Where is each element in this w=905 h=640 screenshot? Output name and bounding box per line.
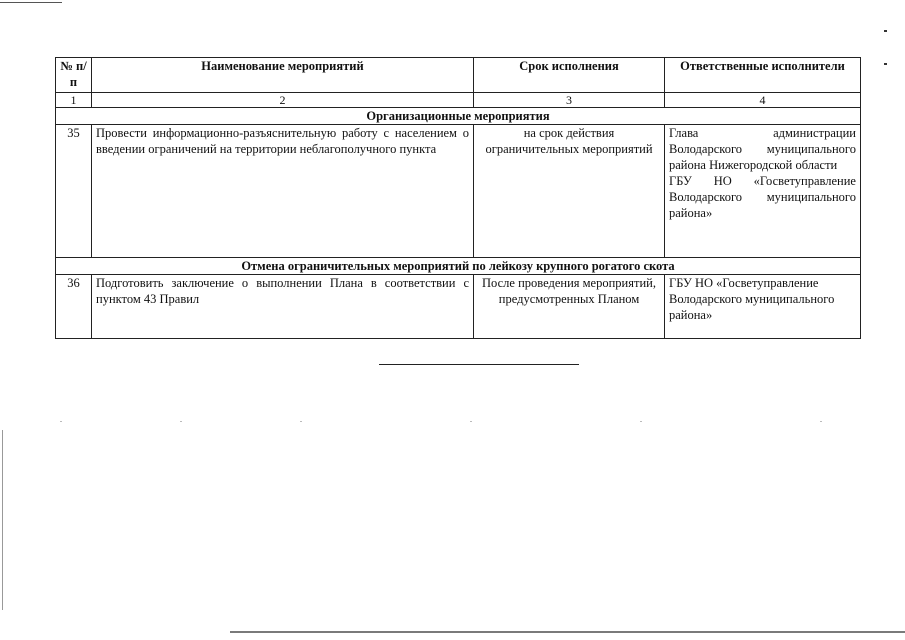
table-row [56,275,861,339]
header-deadline: Срок исполнения [474,58,665,93]
scan-artifact-dot [884,63,887,65]
scan-artifact-line [0,2,62,3]
activity-name: Подготовить заключение о выполнении Плана в соответствии с пунктом 43 Правил [92,275,474,339]
section-heading-row [56,258,861,275]
row-number: 35 [56,125,92,258]
row-number: 36 [56,275,92,339]
responsible-cell [665,275,861,339]
responsible-entry: ГБУ НО «Госветуправление Володарского муниципального района» [669,276,835,322]
header-number: № п/п [56,58,92,93]
scan-artifact-edge [230,631,905,633]
scan-artifact-edge [2,430,3,610]
table-row [56,125,861,258]
header-responsible: Ответственные исполнители [665,58,861,93]
scan-artifact-dot [884,30,887,32]
scan-artifact-dot [820,421,822,422]
scan-artifact-dot [640,421,642,422]
scan-artifact-dot [180,421,182,422]
plan-table [55,57,861,339]
scan-artifact-dot [300,421,302,422]
scan-artifact-dot [60,421,62,422]
column-number: 2 [92,93,474,108]
column-number-row [56,93,861,108]
scan-artifact-dot [470,421,472,422]
responsible-cell [665,125,861,258]
section-title: Отмена ограничительных мероприятий по лейкозу крупного рогатого скота [56,258,861,275]
table-header-row [56,58,861,93]
deadline: на срок действия ограничительных мероприятий [474,125,665,258]
responsible-entry: Глава администрации Володарского муниципального района Нижегородской области [669,126,856,172]
closing-rule-line [379,364,579,365]
section-title: Организационные мероприятия [56,108,861,125]
column-number: 3 [474,93,665,108]
column-number: 4 [665,93,861,108]
header-activity-name: Наименование мероприятий [92,58,474,93]
activity-name: Провести информационно-разъяснительную работу с населением о введении ограничений на территории неблагополучного пункта [92,125,474,258]
column-number: 1 [56,93,92,108]
responsible-entry: ГБУ НО «Госветуправление Володарского муниципального района» [669,174,856,220]
deadline: После проведения мероприятий, предусмотренных Планом [474,275,665,339]
section-heading-row [56,108,861,125]
